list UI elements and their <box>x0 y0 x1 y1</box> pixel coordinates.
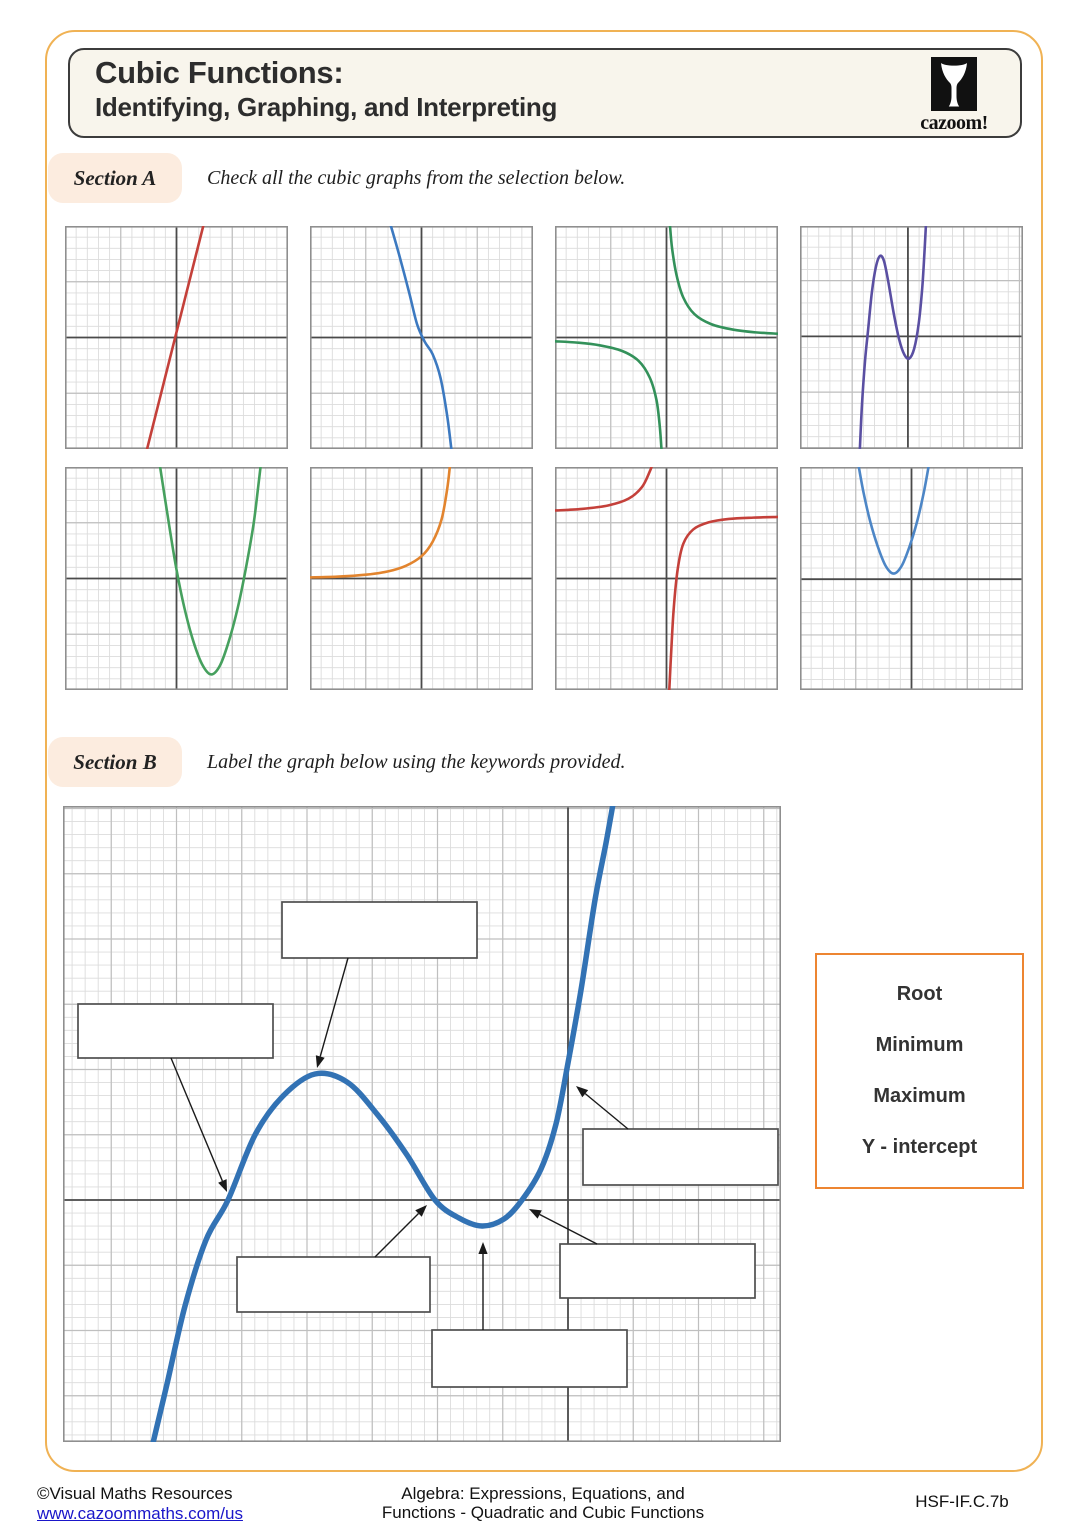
label-arrow <box>316 958 348 1068</box>
footer-topic-line1: Algebra: Expressions, Equations, and <box>401 1484 685 1503</box>
curve <box>555 341 662 449</box>
section-b-instruction: Label the graph below using the keywords provided. <box>207 750 626 773</box>
label-arrow <box>171 1058 227 1192</box>
section-b-label <box>48 737 182 787</box>
graph-a7-plot <box>555 467 778 690</box>
page-subtitle: Identifying, Graphing, and Interpreting <box>95 92 558 122</box>
curve <box>860 226 926 449</box>
section-b-label-text: Section B <box>73 749 157 774</box>
keyword-minimum: Minimum <box>875 1034 964 1056</box>
header <box>68 48 1022 138</box>
graph-a6-plot <box>310 467 533 690</box>
answer-box-2[interactable] <box>78 1004 273 1058</box>
mini-graph-8[interactable] <box>800 467 1023 690</box>
curve <box>858 467 928 574</box>
section-a-label <box>48 153 182 203</box>
curve <box>669 517 778 690</box>
graph-a2-plot <box>310 226 533 449</box>
keywords-panel <box>815 953 1024 1189</box>
footer-topic-line2: Functions - Quadratic and Cubic Functions <box>381 1503 705 1522</box>
mini-graph-3[interactable] <box>555 226 778 449</box>
answer-box-1[interactable] <box>282 902 477 958</box>
keyword-maximum: Maximum <box>873 1085 966 1107</box>
logo-wordmark: cazoom! <box>920 112 988 134</box>
keyword-root: Root <box>896 983 943 1005</box>
label-arrow <box>478 1242 487 1330</box>
footer-topic <box>273 1484 813 1522</box>
section-b-graph <box>63 806 781 1442</box>
graph-a8-plot <box>800 467 1023 690</box>
answer-box-4[interactable] <box>560 1244 755 1298</box>
curve <box>555 467 652 510</box>
djembe-drum-icon <box>931 57 977 111</box>
mini-graph-1[interactable] <box>65 226 288 449</box>
footer-copyright: ©Visual Maths Resources <box>37 1484 233 1503</box>
graph-a1-plot <box>65 226 288 449</box>
answer-box-3[interactable] <box>583 1129 778 1185</box>
mini-graph-5[interactable] <box>65 467 288 690</box>
mini-graph-6[interactable] <box>310 467 533 690</box>
curve <box>670 226 778 334</box>
mini-graph-7[interactable] <box>555 467 778 690</box>
footer-link[interactable]: www.cazoommaths.com/us <box>37 1504 243 1523</box>
page-title: Cubic Functions: <box>95 55 344 90</box>
answer-box-6[interactable] <box>237 1257 430 1312</box>
graph-a3-plot <box>555 226 778 449</box>
section-a-instruction: Check all the cubic graphs from the selection below. <box>207 166 626 189</box>
keyword-y-intercept: Y - intercept <box>861 1136 978 1158</box>
mini-graph-4[interactable] <box>800 226 1023 449</box>
answer-box-5[interactable] <box>432 1330 627 1387</box>
footer-standard-code: HSF-IF.C.7b <box>915 1492 1009 1511</box>
graph-a5-plot <box>65 467 288 690</box>
mini-graph-2[interactable] <box>310 226 533 449</box>
graph-a4-plot <box>800 226 1023 449</box>
section-a-label-text: Section A <box>73 165 157 190</box>
cazoom-logo <box>906 57 1002 135</box>
